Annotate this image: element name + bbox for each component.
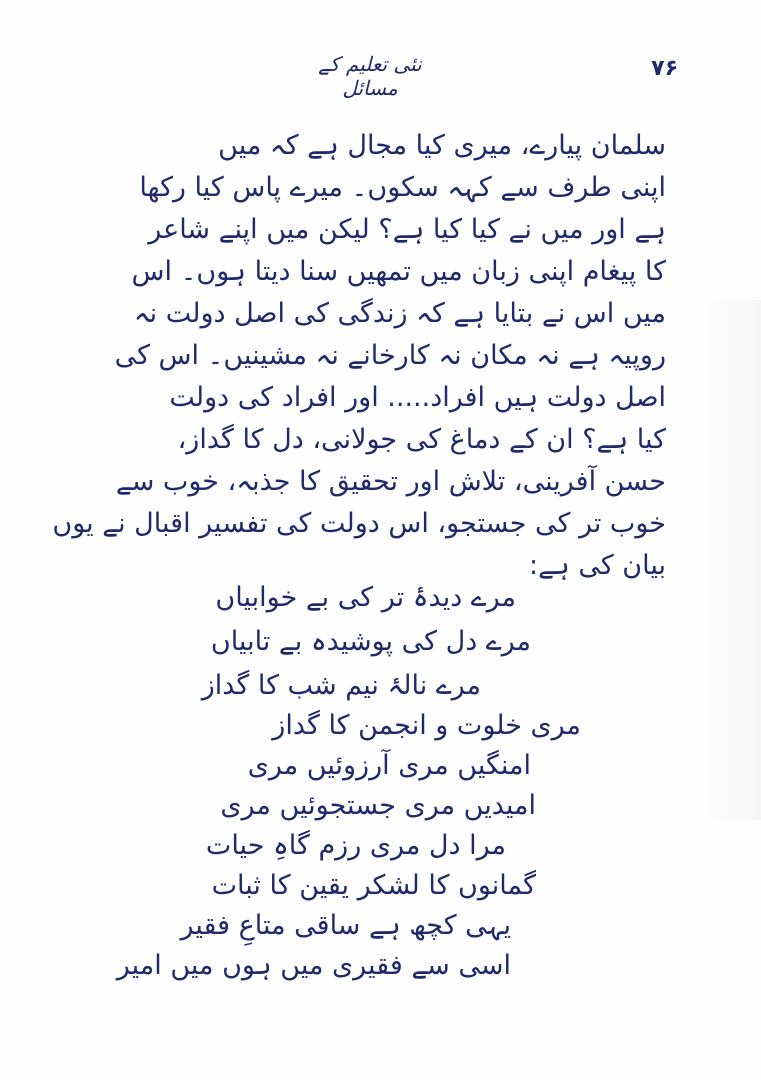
running-head-title: نئی تعلیم کے مسائل (318, 52, 422, 100)
verse-line: مرے دل کی پوشیدہ بے تابیاں (210, 626, 531, 657)
prose-line: خوب تر کی جستجو، اس دولت کی تفسیر اقبال نے یوں (52, 508, 666, 539)
verse-line: مری خلوت و انجمن کا گداز (272, 710, 581, 741)
verse-line: مرا دل مری رزم گاہِ حیات (205, 830, 506, 861)
prose-line: حسن آفرینی، تلاش اور تحقیق کا جذبہ، خوب سے (115, 466, 666, 497)
prose-line: میں اس نے بتایا ہے کہ زندگی کی اصل دولت نہ (133, 298, 666, 329)
prose-line: بیان کی ہے: (529, 550, 666, 581)
verse-line: مرے دیدۂ تر کی بے خوابیاں (215, 582, 516, 613)
verse-line: مرے نالۂ نیم شب کا گداز (201, 670, 481, 701)
prose-line: کا پیغام اپنی زبان میں تمھیں سنا دیتا ہوں۔ اس (131, 256, 666, 287)
prose-line: ہے اور میں نے کیا کیا ہے؟ لیکن میں اپنے شاعر (148, 214, 666, 245)
prose-line: روپیہ ہے نہ مکان نہ کارخانے نہ مشینیں۔ اس کی (114, 340, 666, 371)
prose-line: اپنی طرف سے کہہ سکوں۔ میرے پاس کیا رکھا (139, 172, 666, 203)
page-number: ۷۶ (651, 56, 678, 81)
verse-line: امنگیں مری آرزوئیں مری (247, 750, 531, 781)
verse-line: امیدیں مری جستجوئیں مری (220, 790, 536, 821)
verse-line: اسی سے فقیری میں ہوں میں امیر (116, 950, 511, 981)
verse-line: گمانوں کا لشکر یقین کا ثبات (211, 870, 536, 901)
prose-line: کیا ہے؟ ان کے دماغ کی جولانی، دل کا گداز، (177, 424, 666, 455)
scan-edge-shadow (701, 300, 761, 820)
prose-line: اصل دولت ہیں افراد..... اور افراد کی دولت (169, 382, 666, 413)
prose-line: سلمان پیارے، میری کیا مجال ہے کہ میں (218, 130, 666, 161)
verse-line: یہی کچھ ہے ساقی متاعِ فقیر (180, 910, 511, 941)
